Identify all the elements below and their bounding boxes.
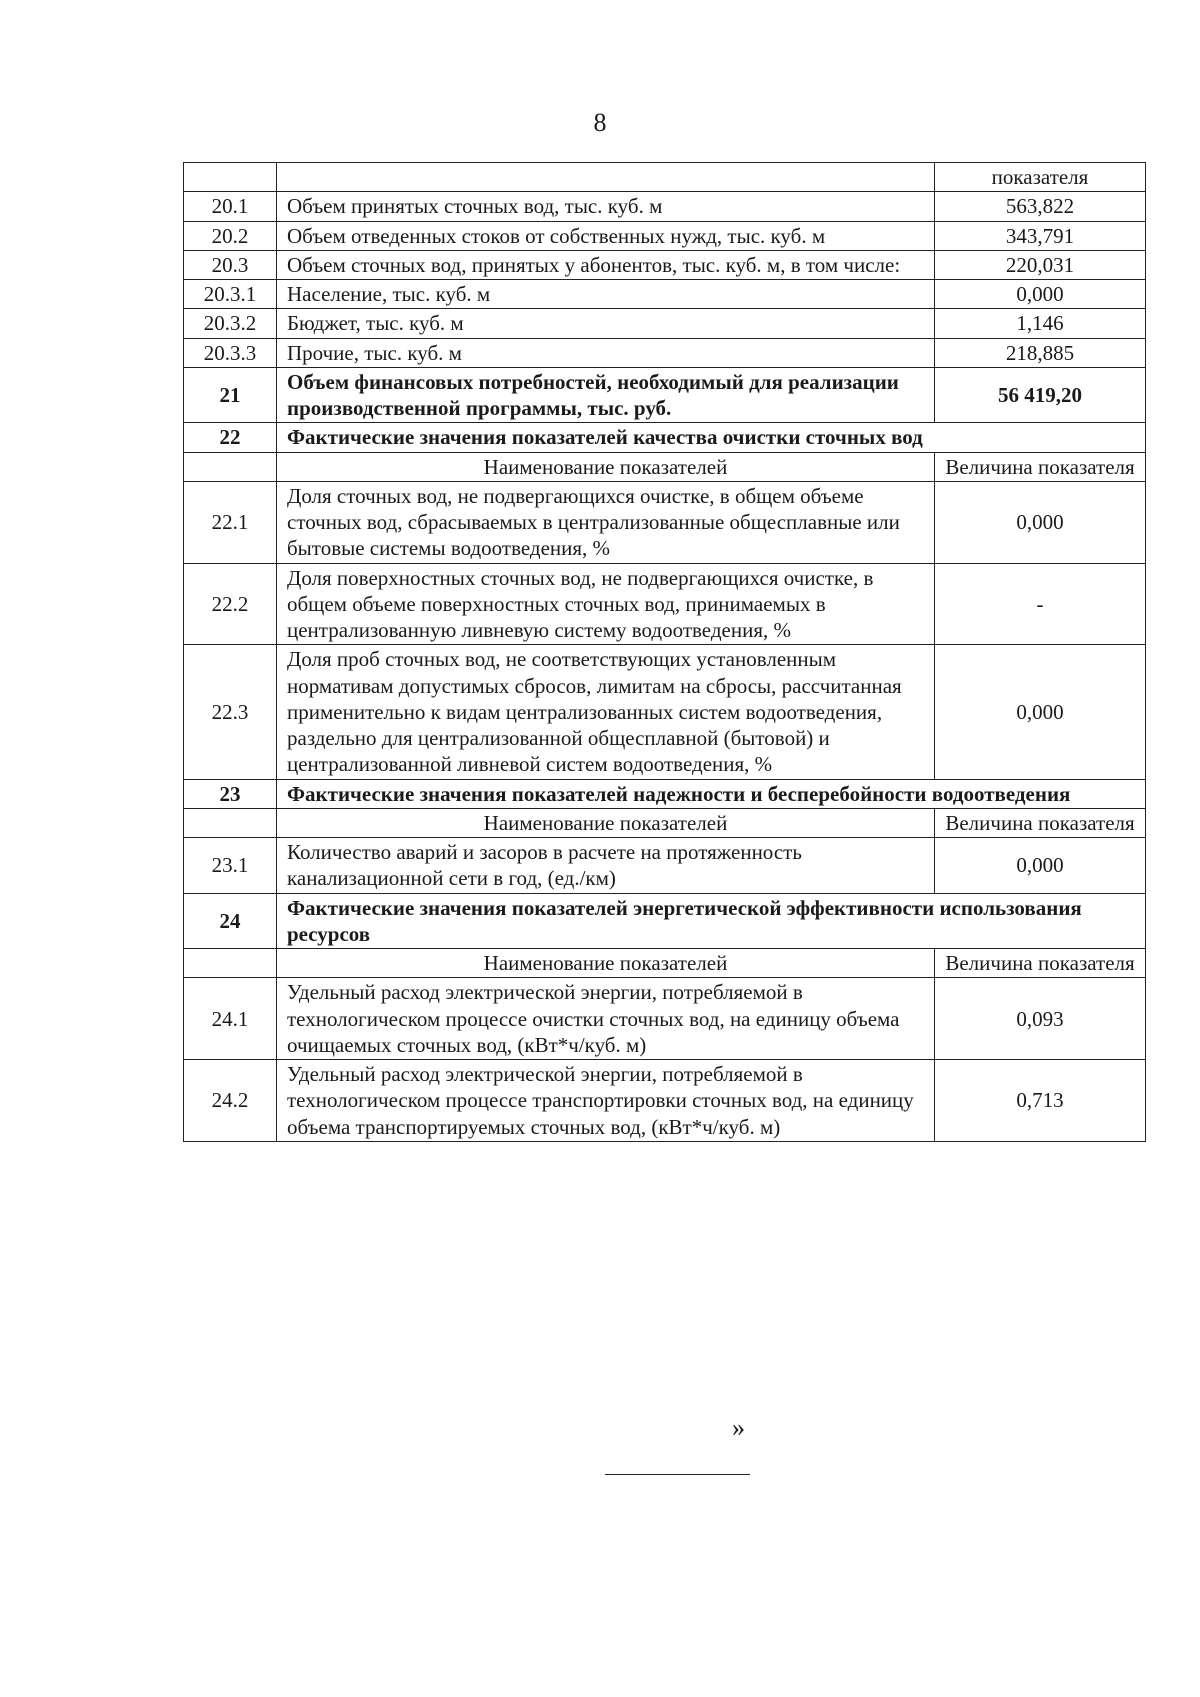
section-header-row [184, 893, 1146, 949]
section-number-cell: 22 [184, 423, 277, 452]
total-row [184, 367, 1146, 423]
empty-number-cell [184, 949, 277, 978]
row-number-cell [184, 163, 277, 192]
row-value-cell: 343,791 [935, 221, 1146, 250]
row-number-cell: 20.3.1 [184, 280, 277, 309]
indicators-table-wrapper [183, 162, 1145, 1142]
table-row [184, 481, 1146, 563]
row-number-cell: 24.2 [184, 1060, 277, 1142]
row-name-cell: Доля сточных вод, не подвергающихся очистке, в общем объеме сточных вод, сбрасываемых в централизованные общесплавные или бытовые системы водоотведения, % [277, 481, 935, 563]
closing-quote: » [732, 1413, 745, 1442]
section-number-cell: 23 [184, 779, 277, 808]
table-row [184, 221, 1146, 250]
row-name-cell: Удельный расход электрической энергии, потребляемой в технологическом процессе очистки сточных вод, на единицу объема очищаемых сточных вод, (кВт*ч/куб. м) [277, 978, 935, 1060]
row-value-cell: 563,822 [935, 192, 1146, 221]
section-title-cell: Фактические значения показателей надежности и бесперебойности водоотведения [277, 779, 1146, 808]
empty-number-cell [184, 808, 277, 837]
table-row [184, 1060, 1146, 1142]
table-row [184, 250, 1146, 279]
row-name-cell: Объем финансовых потребностей, необходимый для реализации производственной программы, тыс. руб. [277, 367, 935, 423]
row-name-cell: Доля поверхностных сточных вод, не подвергающихся очистке, в общем объеме поверхностных сточных вод, принимаемых в централизованную ливневую систему водоотведения, % [277, 563, 935, 645]
row-value-cell: 0,000 [935, 645, 1146, 779]
row-value-cell: 220,031 [935, 250, 1146, 279]
column-header-row [184, 949, 1146, 978]
column-header-value: Величина показателя [935, 808, 1146, 837]
row-value-cell: 0,000 [935, 838, 1146, 894]
table-row [184, 838, 1146, 894]
column-header-row [184, 808, 1146, 837]
table-row [184, 280, 1146, 309]
row-name-cell: Объем отведенных стоков от собственных нужд, тыс. куб. м [277, 221, 935, 250]
row-value-cell: 56 419,20 [935, 367, 1146, 423]
row-number-cell: 20.1 [184, 192, 277, 221]
row-number-cell: 20.2 [184, 221, 277, 250]
row-value-cell: 0,000 [935, 280, 1146, 309]
row-number-cell: 20.3 [184, 250, 277, 279]
row-number-cell: 22.2 [184, 563, 277, 645]
footer-rule [605, 1474, 750, 1475]
column-header-row [184, 452, 1146, 481]
row-name-cell: Количество аварий и засоров в расчете на протяженность канализационной сети в год, (ед./км) [277, 838, 935, 894]
row-value-cell: 218,885 [935, 338, 1146, 367]
row-number-cell: 22.3 [184, 645, 277, 779]
row-number-cell: 20.3.2 [184, 309, 277, 338]
row-name-cell: Доля проб сточных вод, не соответствующих установленным нормативам допустимых сбросов, лимитам на сбросы, рассчитанная применительно к видам централизованных систем водоотведения, раздельно для централизованной общесплавной (бытовой) и централизованной ливневой систем водоотведения, % [277, 645, 935, 779]
section-title-cell: Фактические значения показателей качества очистки сточных вод [277, 423, 1146, 452]
table-row [184, 192, 1146, 221]
section-number-cell: 24 [184, 893, 277, 949]
row-number-cell: 24.1 [184, 978, 277, 1060]
row-value-cell: 0,000 [935, 481, 1146, 563]
column-header-value: Величина показателя [935, 452, 1146, 481]
section-title-cell: Фактические значения показателей энергетической эффективности использования ресурсов [277, 893, 1146, 949]
column-header-value: Величина показателя [935, 949, 1146, 978]
table-row [184, 338, 1146, 367]
row-name-cell: Объем сточных вод, принятых у абонентов, тыс. куб. м, в том числе: [277, 250, 935, 279]
row-number-cell: 22.1 [184, 481, 277, 563]
row-name-cell: Бюджет, тыс. куб. м [277, 309, 935, 338]
page-number: 8 [593, 108, 607, 137]
row-number-cell: 23.1 [184, 838, 277, 894]
table-row [184, 309, 1146, 338]
column-header-name: Наименование показателей [277, 452, 935, 481]
column-header-name: Наименование показателей [277, 808, 935, 837]
row-name-cell: Удельный расход электрической энергии, потребляемой в технологическом процессе транспортировки сточных вод, на единицу объема транспортируемых сточных вод, (кВт*ч/куб. м) [277, 1060, 935, 1142]
table-row [184, 563, 1146, 645]
column-header-name: Наименование показателей [277, 949, 935, 978]
section-header-row [184, 423, 1146, 452]
row-value-cell: 1,146 [935, 309, 1146, 338]
row-number-cell: 21 [184, 367, 277, 423]
row-value-cell: 0,093 [935, 978, 1146, 1060]
row-name-cell: Население, тыс. куб. м [277, 280, 935, 309]
row-value-cell: - [935, 563, 1146, 645]
table-row [184, 645, 1146, 779]
table-row [184, 978, 1146, 1060]
row-value-cell: 0,713 [935, 1060, 1146, 1142]
section-header-row [184, 779, 1146, 808]
row-name-cell: Объем принятых сточных вод, тыс. куб. м [277, 192, 935, 221]
indicators-table [183, 162, 1146, 1142]
empty-number-cell [184, 452, 277, 481]
row-value-cell: показателя [935, 163, 1146, 192]
header-continuation-row [184, 163, 1146, 192]
row-name-cell [277, 163, 935, 192]
row-number-cell: 20.3.3 [184, 338, 277, 367]
indicators-table-body [184, 163, 1146, 1142]
row-name-cell: Прочие, тыс. куб. м [277, 338, 935, 367]
